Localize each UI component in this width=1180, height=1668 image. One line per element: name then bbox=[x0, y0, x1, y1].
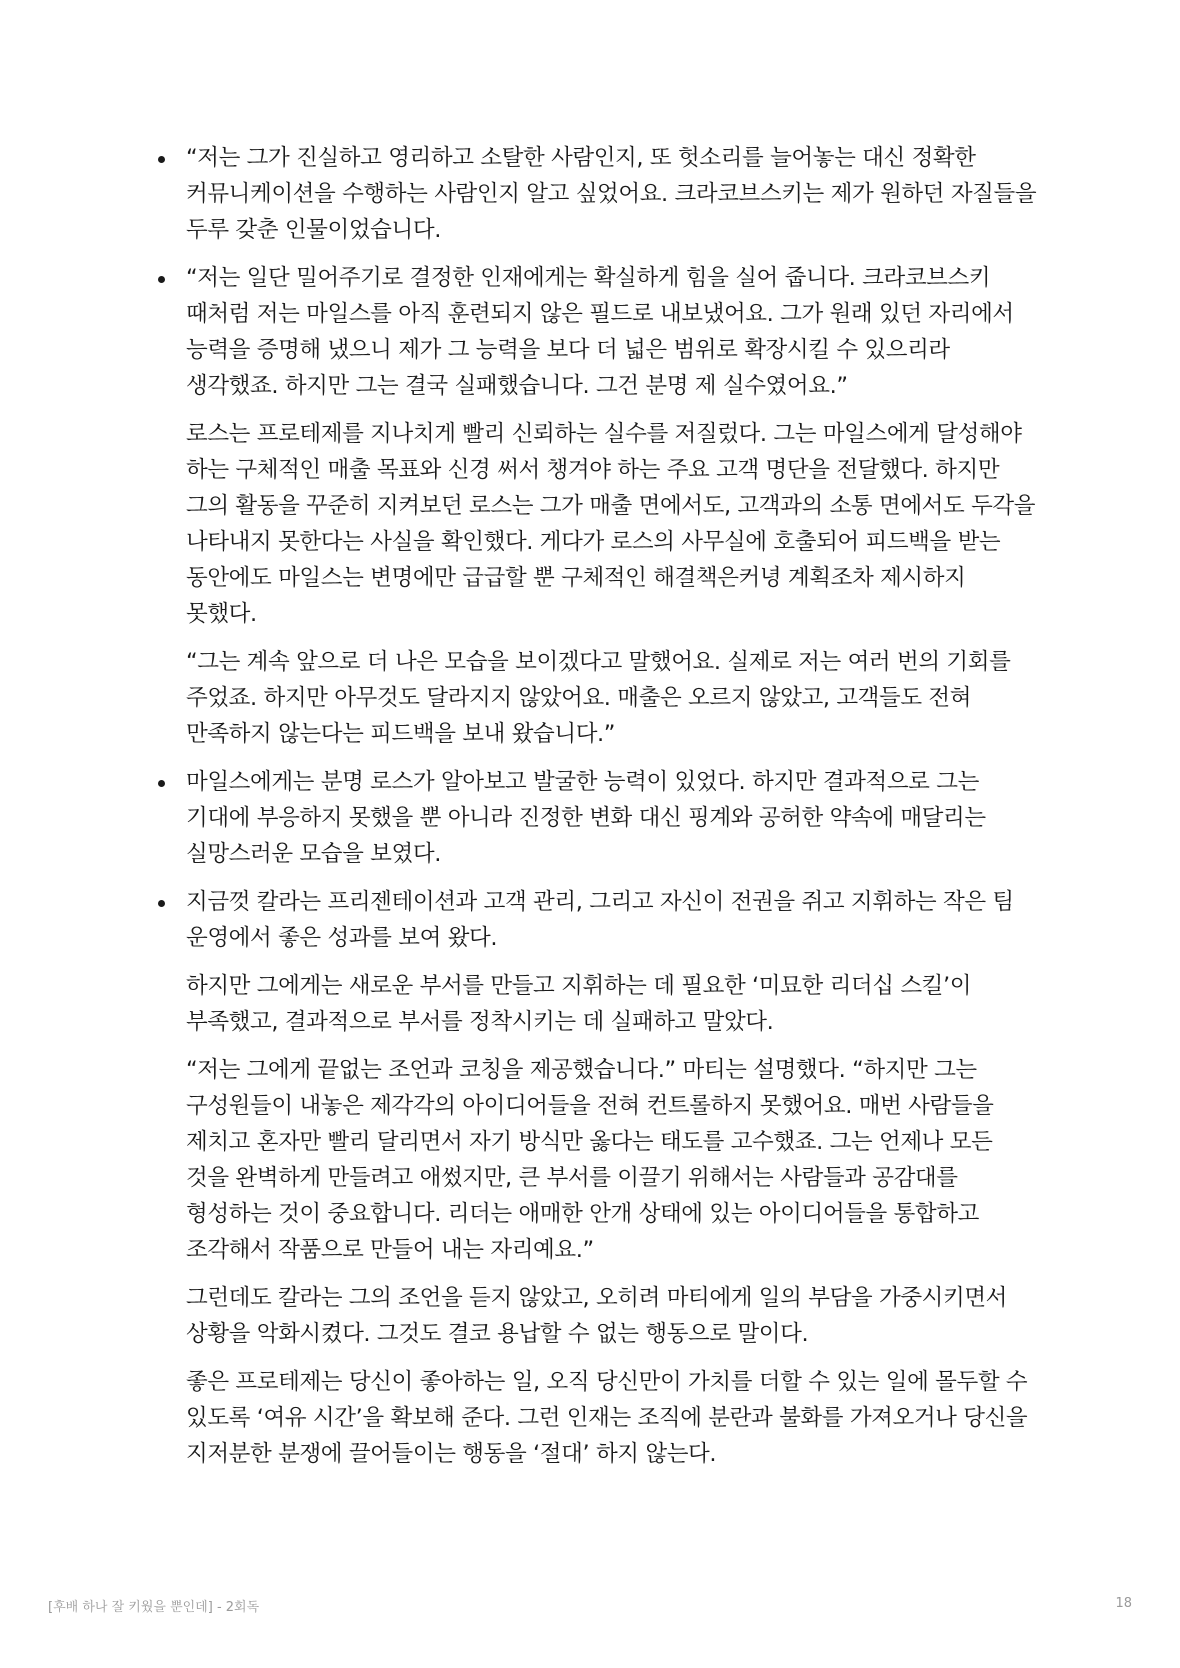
bullet-text: “저는 그가 진실하고 영리하고 소탈한 사람인지, 또 헛소리를 늘어놓는 대신 정확한 커뮤니케이션을 수행하는 사람인지 알고 싶었어요. 크라코브스키는 제가 원하던 자질들을 두루 갖춘 인물이었습니다. bbox=[186, 145, 1037, 243]
quote-paragraph: “그는 계속 앞으로 더 나은 모습을 보이겠다고 말했어요. 실제로 저는 여러 번의 기회를 주었죠. 하지만 아무것도 달라지지 않았어요. 매출은 오르지 않았고, 고객들도 전혀 만족하지 않는다는 피드백을 보내 왔습니다.” bbox=[186, 649, 1011, 747]
page-footer bbox=[0, 1596, 1180, 1616]
bullet-item bbox=[158, 140, 1038, 248]
bullet-item bbox=[158, 884, 1038, 956]
footer-title: [후배 하나 잘 키웠을 뿐인데] - 2회독 bbox=[48, 1600, 260, 1615]
bullet-text: 마일스에게는 분명 로스가 알아보고 발굴한 능력이 있었다. 하지만 결과적으로 그는 기대에 부응하지 못했을 뿐 아니라 진정한 변화 대신 핑계와 공허한 약속에 매달리는 실망스러운 모습을 보였다. bbox=[186, 769, 986, 867]
body-paragraph: 로스는 프로테제를 지나치게 빨리 신뢰하는 실수를 저질렀다. 그는 마일스에게 달성해야 하는 구체적인 매출 목표와 신경 써서 챙겨야 하는 주요 고객 명단을 전달했다. 하지만 그의 활동을 꾸준히 지켜보던 로스는 그가 매출 면에서도, 고객과의 소통 면에서도 두각을 나타내지 못한다는 사실을 확인했다. 게다가 로스의 사무실에 호출되어 피드백을 받는 동안에도 마일스는 변명에만 급급할 뿐 구체적인 해결책은커녕 계획조차 제시하지 못했다. bbox=[186, 421, 1036, 627]
page-number: 18 bbox=[1115, 1596, 1132, 1611]
quote-paragraph: “저는 그에게 끝없는 조언과 코칭을 제공했습니다.” 마티는 설명했다. “하지만 그는 구성원들이 내놓은 제각각의 아이디어들을 전혀 컨트롤하지 못했어요. 매번 사람들을 제치고 혼자만 빨리 달리면서 자기 방식만 옳다는 태도를 고수했죠. 그는 언제나 모든 것을 완벽하게 만들려고 애썼지만, 큰 부서를 이끌기 위해서는 사람들과 공감대를 형성하는 것이 중요합니다. 리더는 애매한 안개 상태에 있는 아이디어들을 통합하고 조각해서 작품으로 만들어 내는 자리예요.” bbox=[186, 1057, 994, 1263]
page-content bbox=[158, 140, 1038, 1484]
bullet-dot-icon bbox=[158, 276, 165, 283]
bullet-text: “저는 일단 밀어주기로 결정한 인재에게는 확실하게 힘을 실어 줍니다. 크라코브스키 때처럼 저는 마일스를 아직 훈련되지 않은 필드로 내보냈어요. 그가 원래 있던 자리에서 능력을 증명해 냈으니 제가 그 능력을 보다 더 넓은 범위로 확장시킬 수 있으리라 생각했죠. 하지만 그는 결국 실패했습니다. 그건 분명 제 실수였어요.” bbox=[186, 265, 1014, 399]
bullet-dot-icon bbox=[158, 156, 165, 163]
body-paragraph: 하지만 그에게는 새로운 부서를 만들고 지휘하는 데 필요한 ‘미묘한 리더십 스킬’이 부족했고, 결과적으로 부서를 정착시키는 데 실패하고 말았다. bbox=[186, 973, 972, 1035]
bullet-dot-icon bbox=[158, 900, 165, 907]
body-paragraph: 그런데도 칼라는 그의 조언을 듣지 않았고, 오히려 마티에게 일의 부담을 가중시키면서 상황을 악화시켰다. 그것도 결코 용납할 수 없는 행동으로 말이다. bbox=[186, 1285, 1007, 1347]
bullet-item bbox=[158, 260, 1038, 404]
bullet-item bbox=[158, 764, 1038, 872]
bullet-text: 지금껏 칼라는 프리젠테이션과 고객 관리, 그리고 자신이 전권을 쥐고 지휘하는 작은 팀 운영에서 좋은 성과를 보여 왔다. bbox=[186, 889, 1014, 951]
bullet-dot-icon bbox=[158, 780, 165, 787]
body-paragraph: 좋은 프로테제는 당신이 좋아하는 일, 오직 당신만이 가치를 더할 수 있는 일에 몰두할 수 있도록 ‘여유 시간’을 확보해 준다. 그런 인재는 조직에 분란과 불화를 가져오거나 당신을 지저분한 분쟁에 끌어들이는 행동을 ‘절대’ 하지 않는다. bbox=[186, 1369, 1028, 1467]
